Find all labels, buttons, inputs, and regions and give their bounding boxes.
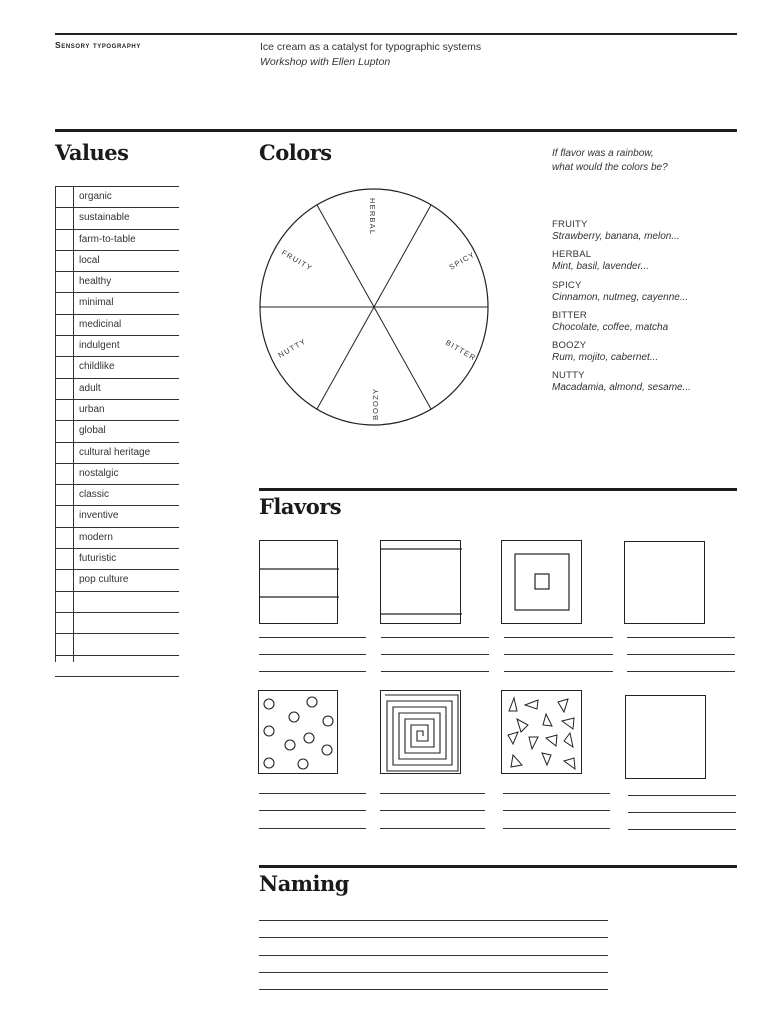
write-line bbox=[381, 637, 489, 638]
value-item[interactable]: global bbox=[55, 420, 179, 441]
wheel-label-fruity: FRUITY bbox=[280, 247, 315, 273]
write-line bbox=[381, 654, 489, 655]
workshop-line: Workshop with Ellen Lupton bbox=[260, 56, 391, 68]
naming-heading: Naming bbox=[259, 871, 349, 896]
naming-line bbox=[259, 972, 608, 973]
write-line bbox=[381, 671, 489, 672]
value-item[interactable]: medicinal bbox=[55, 314, 179, 335]
category-name: HERBAL bbox=[552, 249, 592, 261]
colors-prompt bbox=[552, 147, 668, 175]
write-line bbox=[627, 671, 735, 672]
bands-pattern-icon bbox=[381, 541, 462, 625]
category-examples: Rum, mojito, cabernet... bbox=[552, 352, 659, 364]
value-item[interactable]: adult bbox=[55, 378, 179, 399]
values-checkbox-border bbox=[73, 186, 74, 662]
write-line bbox=[504, 671, 613, 672]
value-item[interactable]: minimal bbox=[55, 292, 179, 313]
write-line bbox=[503, 810, 610, 811]
brand-label: Sensory typography bbox=[55, 40, 141, 50]
write-line bbox=[380, 793, 485, 794]
values-list bbox=[55, 186, 179, 677]
category-bitter bbox=[552, 310, 691, 340]
value-item[interactable]: urban bbox=[55, 399, 179, 420]
category-name: FRUITY bbox=[552, 219, 588, 230]
value-item[interactable]: childlike bbox=[55, 356, 179, 377]
wheel-label-nutty: NUTTY bbox=[276, 336, 308, 360]
category-examples: Strawberry, banana, melon... bbox=[552, 231, 680, 242]
header-subtitle bbox=[260, 40, 481, 70]
write-line bbox=[627, 637, 735, 638]
wheel-label-boozy: BOOZY bbox=[371, 387, 380, 420]
write-line bbox=[259, 810, 366, 811]
value-item[interactable]: local bbox=[55, 250, 179, 271]
values-list-end-rule bbox=[55, 676, 179, 677]
category-name: NUTTY bbox=[552, 370, 585, 382]
value-item[interactable]: modern bbox=[55, 527, 179, 548]
value-item[interactable]: cultural heritage bbox=[55, 442, 179, 463]
section-rule-top bbox=[55, 129, 737, 132]
naming-line bbox=[259, 937, 608, 938]
texture-tile-spiral[interactable] bbox=[380, 690, 461, 774]
stripes-pattern-icon bbox=[260, 541, 339, 625]
write-line bbox=[259, 828, 366, 829]
category-herbal bbox=[552, 249, 691, 279]
category-examples: Mint, basil, lavender... bbox=[552, 261, 649, 273]
concentric-squares-icon bbox=[502, 541, 583, 625]
value-item[interactable]: inventive bbox=[55, 505, 179, 526]
texture-tile-stripes[interactable] bbox=[259, 540, 338, 624]
naming-line bbox=[259, 920, 608, 921]
write-line bbox=[627, 654, 735, 655]
prompt-line-1: If flavor was a rainbow, bbox=[552, 148, 654, 159]
prompt-line-2: what would the colors be? bbox=[552, 162, 668, 173]
texture-tile-bands[interactable] bbox=[380, 540, 461, 624]
value-item[interactable]: farm-to-table bbox=[55, 229, 179, 250]
value-item[interactable]: healthy bbox=[55, 271, 179, 292]
write-line bbox=[628, 795, 736, 796]
value-item[interactable]: pop culture bbox=[55, 569, 179, 590]
texture-tile-triangles[interactable] bbox=[501, 690, 582, 774]
write-line bbox=[259, 637, 366, 638]
wheel-label-bitter: BITTER bbox=[444, 337, 478, 363]
naming-line bbox=[259, 989, 608, 990]
write-line bbox=[259, 671, 366, 672]
write-line bbox=[259, 793, 366, 794]
spiral-pattern-icon bbox=[381, 691, 462, 775]
section-rule-naming bbox=[259, 865, 737, 868]
write-line bbox=[504, 654, 613, 655]
write-line bbox=[380, 810, 485, 811]
value-item[interactable]: classic bbox=[55, 484, 179, 505]
write-line bbox=[628, 829, 736, 830]
triangles-pattern-icon bbox=[502, 691, 583, 775]
naming-line bbox=[259, 955, 608, 956]
header-rule bbox=[55, 33, 737, 35]
value-item[interactable]: nostalgic bbox=[55, 463, 179, 484]
category-boozy bbox=[552, 340, 691, 370]
write-line bbox=[628, 812, 736, 813]
section-rule-flavors bbox=[259, 488, 737, 491]
circles-pattern-icon bbox=[259, 691, 339, 775]
value-item[interactable]: indulgent bbox=[55, 335, 179, 356]
color-wheel[interactable] bbox=[259, 188, 489, 426]
write-line bbox=[380, 828, 485, 829]
write-line bbox=[504, 637, 613, 638]
value-item[interactable]: futuristic bbox=[55, 548, 179, 569]
wheel-label-spicy: SPICY bbox=[447, 249, 477, 272]
category-fruity bbox=[552, 219, 691, 249]
category-examples: Cinnamon, nutmeg, cayenne... bbox=[552, 291, 689, 303]
wheel-label-herbal: HERBAL bbox=[368, 198, 377, 236]
texture-tile-dots[interactable] bbox=[258, 690, 338, 774]
category-name: BOOZY bbox=[552, 340, 587, 352]
texture-tile-blank-1[interactable] bbox=[624, 541, 705, 624]
category-examples: Macadamia, almond, sesame... bbox=[552, 382, 691, 394]
subtitle-line: Ice cream as a catalyst for typographic systems bbox=[260, 41, 482, 53]
flavor-category-list bbox=[552, 219, 691, 401]
texture-tile-blank-2[interactable] bbox=[625, 695, 706, 779]
value-item[interactable]: organic bbox=[55, 186, 179, 207]
category-name: BITTER bbox=[552, 309, 587, 321]
category-examples: Chocolate, coffee, matcha bbox=[552, 321, 669, 333]
category-nutty bbox=[552, 370, 691, 400]
write-line bbox=[259, 654, 366, 655]
texture-tile-concentric[interactable] bbox=[501, 540, 582, 624]
category-spicy bbox=[552, 280, 691, 310]
write-line bbox=[503, 828, 610, 829]
values-heading: Values bbox=[55, 140, 129, 165]
values-left-border bbox=[55, 186, 56, 662]
write-line bbox=[503, 793, 610, 794]
category-name: SPICY bbox=[552, 279, 582, 291]
colors-heading: Colors bbox=[259, 140, 332, 165]
flavors-heading: Flavors bbox=[259, 494, 342, 519]
value-item[interactable]: sustainable bbox=[55, 207, 179, 228]
